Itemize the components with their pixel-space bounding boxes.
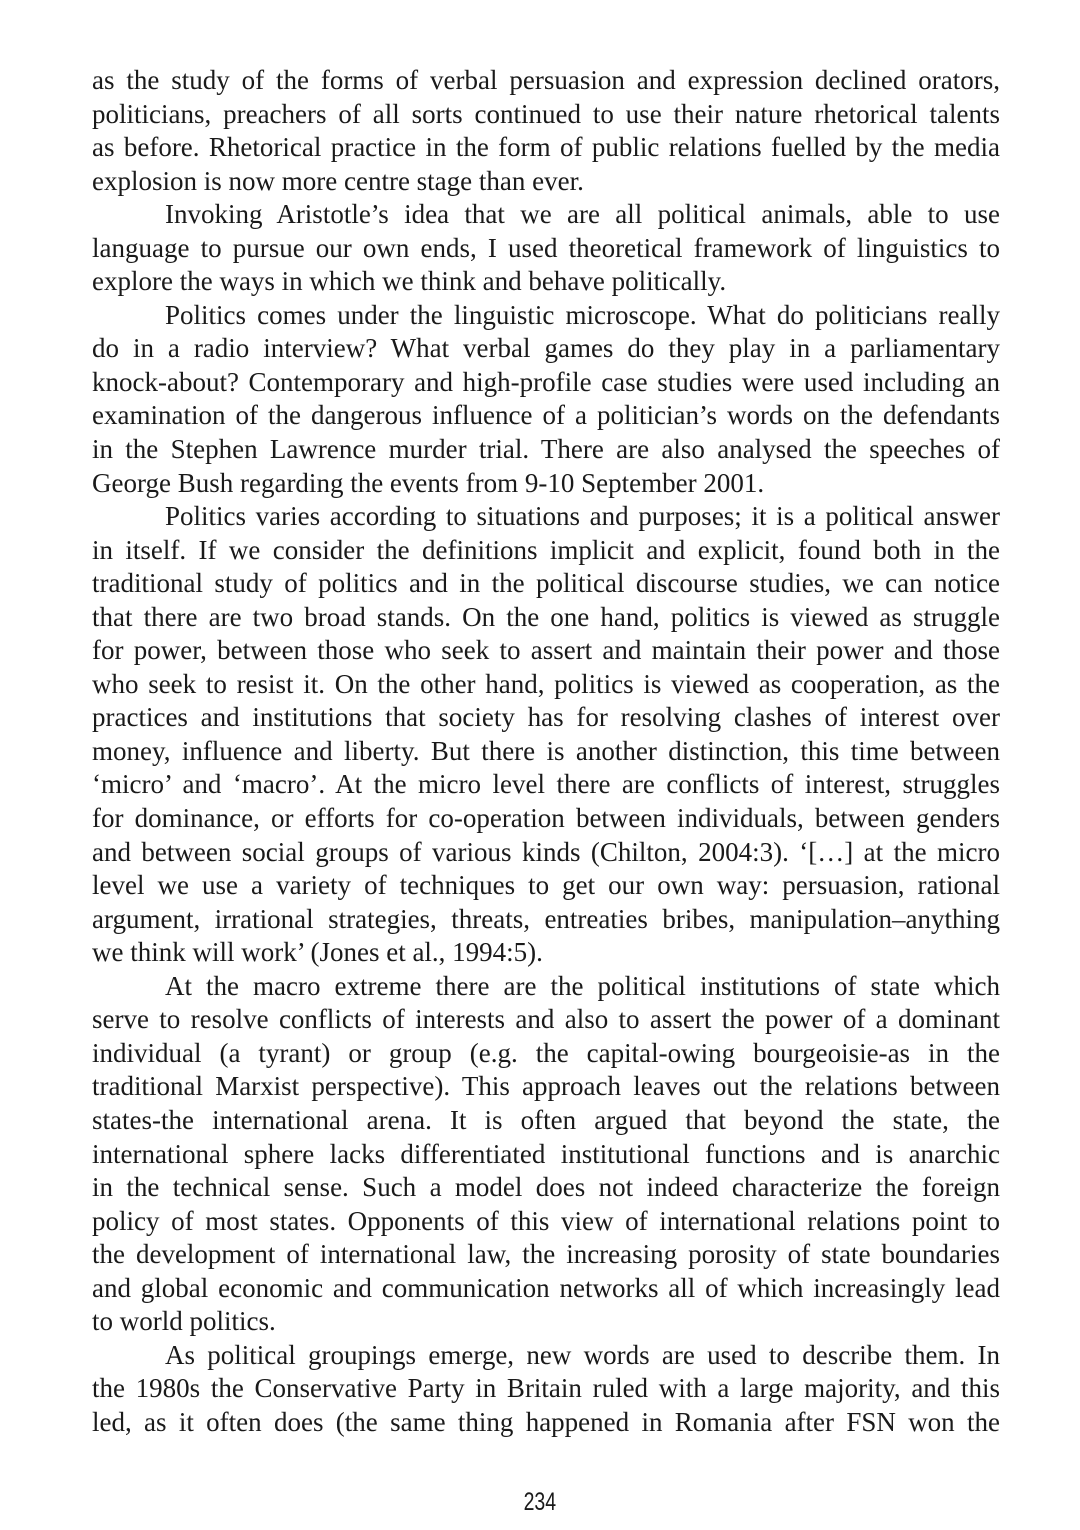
- text-line: traditional study of politics and in the political discourse studies, we can notice: [92, 568, 1000, 599]
- paragraph: [92, 500, 1000, 970]
- paragraph: [92, 64, 1000, 198]
- paragraph: [92, 970, 1000, 1339]
- paragraph: [92, 198, 1000, 299]
- page-number-text: 234: [523, 1488, 557, 1516]
- text-line: and global economic and communication networks all of which increasingly lead: [92, 1272, 1000, 1303]
- document-body: [92, 64, 1000, 1439]
- text-line: international sphere lacks differentiated institutional functions and is anarchic: [92, 1138, 1000, 1169]
- text-line: As political groupings emerge, new words are used to describe them. In: [165, 1339, 1000, 1370]
- text-line: explosion is now more centre stage than ever.: [92, 165, 584, 196]
- text-line: level we use a variety of techniques to get our own way: persuasion, rational: [92, 870, 1000, 901]
- text-line: that there are two broad stands. On the one hand, politics is viewed as struggle: [92, 601, 1000, 632]
- text-line: as before. Rhetorical practice in the form of public relations fuelled by the media: [92, 132, 1000, 163]
- text-line: serve to resolve conflicts of interests and also to assert the power of a dominant: [92, 1004, 1000, 1035]
- text-line: Politics varies according to situations and purposes; it is a political answer: [165, 501, 1000, 532]
- text-line: George Bush regarding the events from 9-10 September 2001.: [92, 467, 765, 498]
- text-line: for power, between those who seek to assert and maintain their power and those: [92, 635, 1000, 666]
- text-line: for dominance, or efforts for co-operation between individuals, between genders: [92, 803, 1000, 834]
- text-line: states-the international arena. It is often argued that beyond the state, the: [92, 1104, 1000, 1135]
- text-line: traditional Marxist perspective). This approach leaves out the relations between: [92, 1071, 1000, 1102]
- text-line: money, influence and liberty. But there is another distinction, this time between: [92, 735, 1000, 766]
- text-line: we think will work’ (Jones et al., 1994:5).: [92, 937, 543, 968]
- text-line: in the Stephen Lawrence murder trial. There are also analysed the speeches of: [92, 434, 1000, 465]
- paragraph: [92, 299, 1000, 500]
- text-line: individual (a tyrant) or group (e.g. the capital-owing bourgeoisie-as in the: [92, 1037, 1000, 1068]
- text-line: At the macro extreme there are the political institutions of state which: [165, 970, 1000, 1001]
- text-line: in the technical sense. Such a model does not indeed characterize the foreign: [92, 1172, 1000, 1203]
- text-line: policy of most states. Opponents of this view of international relations point to: [92, 1205, 1000, 1236]
- text-line: ‘micro’ and ‘macro’. At the micro level there are conflicts of interest, struggles: [92, 769, 1000, 800]
- text-line: to world politics.: [92, 1306, 276, 1337]
- page-number: [0, 1488, 1080, 1517]
- text-line: led, as it often does (the same thing happened in Romania after FSN won the: [92, 1406, 1000, 1437]
- text-line: as the study of the forms of verbal persuasion and expression declined orators,: [92, 65, 1000, 95]
- text-line: explore the ways in which we think and behave politically.: [92, 266, 727, 297]
- text-line: in itself. If we consider the definitions implicit and explicit, found both in the: [92, 534, 1000, 565]
- paragraph: [92, 1339, 1000, 1440]
- text-line: language to pursue our own ends, I used theoretical framework of linguistics to: [92, 232, 1000, 263]
- text-line: do in a radio interview? What verbal games do they play in a parliamentary: [92, 333, 1000, 364]
- text-line: Politics comes under the linguistic microscope. What do politicians really: [165, 299, 1000, 330]
- text-line: and between social groups of various kinds (Chilton, 2004:3). ‘[…] at the micro: [92, 836, 1000, 867]
- text-line: practices and institutions that society has for resolving clashes of interest over: [92, 702, 1000, 733]
- text-line: who seek to resist it. On the other hand, politics is viewed as cooperation, as the: [92, 668, 1000, 699]
- text-line: examination of the dangerous influence of a politician’s words on the defendants: [92, 400, 1000, 431]
- text-line: politicians, preachers of all sorts continued to use their nature rhetorical talents: [92, 98, 1000, 129]
- text-line: the 1980s the Conservative Party in Britain ruled with a large majority, and this: [92, 1373, 1000, 1404]
- text-line: the development of international law, the increasing porosity of state boundaries: [92, 1239, 1000, 1270]
- text-line: knock-about? Contemporary and high-profile case studies were used including an: [92, 366, 1000, 397]
- text-line: Invoking Aristotle’s idea that we are all political animals, able to use: [165, 199, 1000, 230]
- text-line: argument, irrational strategies, threats, entreaties bribes, manipulation–anything: [92, 903, 1000, 934]
